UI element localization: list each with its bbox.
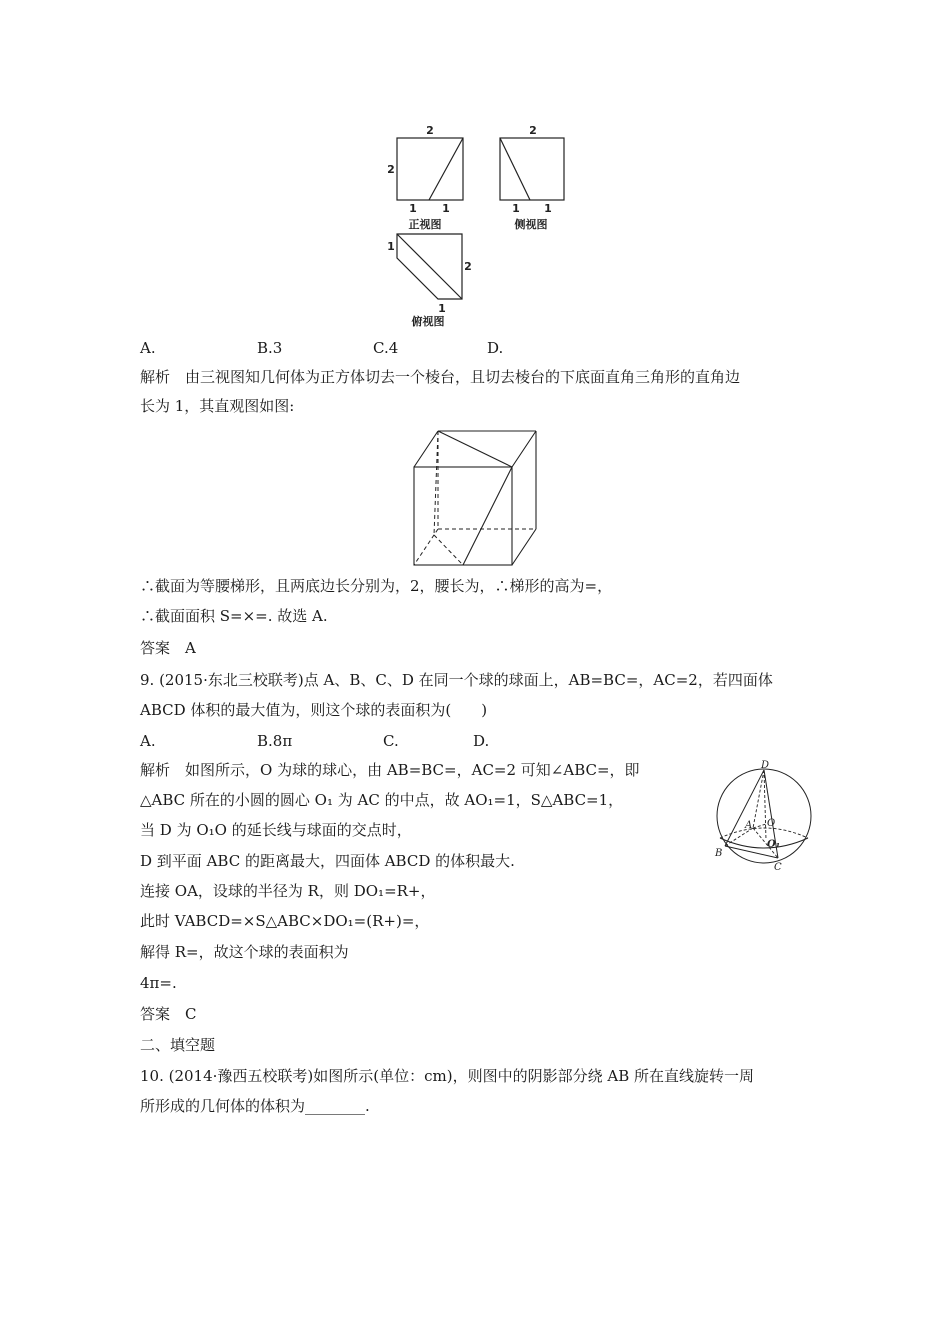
- section-title: 二、填空题: [140, 1036, 216, 1054]
- q8-line-3: ∴截面为等腰梯形，且两底边长分别为，2，腰长为，∴梯形的高为=，: [140, 577, 613, 595]
- top-left-label: 1: [387, 240, 395, 253]
- label-A: A: [745, 820, 753, 831]
- side-bottom-right-label: 1: [544, 202, 552, 215]
- edge-DA: [753, 770, 764, 828]
- edge-DB: [725, 770, 764, 846]
- sphere-figure: [708, 760, 820, 872]
- label-O1: O₁: [767, 839, 781, 850]
- cube-bottom-right-edge: [512, 529, 536, 565]
- q9-option-a: A.: [140, 732, 156, 750]
- front-view-square: [397, 138, 463, 200]
- q8-option-a: A.: [140, 339, 156, 357]
- q9-analysis-line-4: D 到平面 ABC 的距离最大，四面体 ABCD 的体积最大.: [140, 852, 515, 870]
- three-view-figure: [380, 122, 580, 330]
- q9-stem-line-2: ABCD 体积的最大值为，则这个球的表面积为( ): [140, 701, 488, 719]
- q9-answer: 答案 C: [140, 1005, 197, 1023]
- label-O: O: [767, 818, 776, 829]
- top-right-label: 2: [464, 260, 472, 273]
- cube-front-face: [414, 467, 512, 565]
- q9-analysis-line-6: 此时 VABCD=×S△ABC×DO₁=(R+)=，: [140, 912, 430, 930]
- hidden-section-edge-1: [434, 431, 438, 535]
- section-top-edge: [438, 431, 512, 467]
- sphere-outline: [717, 769, 811, 863]
- side-view-diagonal: [500, 138, 530, 200]
- q8-analysis-line-1: 解析 由三视图知几何体为正方体切去一个棱台，且切去棱台的下底面直角三角形的直角边: [140, 368, 741, 386]
- side-view-caption: 侧视图: [514, 218, 548, 231]
- side-top-label: 2: [529, 124, 537, 137]
- front-bottom-left-label: 1: [409, 202, 417, 215]
- top-view-diagonal: [397, 234, 462, 299]
- q8-answer: 答案 A: [140, 639, 196, 657]
- hidden-left-bottom: [414, 529, 438, 565]
- small-circle-front: [720, 838, 808, 848]
- front-view-diagonal: [429, 138, 463, 200]
- q9-analysis-line-2: △ABC 所在的小圆的圆心 O₁ 为 AC 的中点，故 AO₁=1，S△ABC=1，: [140, 791, 624, 809]
- front-left-label: 2: [387, 163, 395, 176]
- q9-analysis-line-8: 4π=.: [140, 974, 177, 992]
- q9-analysis-line-7: 解得 R=，故这个球的表面积为: [140, 943, 349, 961]
- top-bottom-label: 1: [438, 302, 446, 315]
- section-front-edge: [463, 467, 512, 565]
- hidden-section-edge-2: [434, 535, 463, 565]
- label-C: C: [774, 862, 782, 872]
- q8-line-4: ∴截面面积 S=×=. 故选 A.: [140, 607, 328, 625]
- q8-option-c: C.4: [373, 339, 399, 357]
- q9-analysis-line-3: 当 D 为 O₁O 的延长线与球面的交点时，: [140, 821, 412, 839]
- q9-option-c: C.: [383, 732, 399, 750]
- q8-analysis-line-2: 长为 1，其直观图如图:: [140, 397, 295, 415]
- label-B: B: [715, 848, 723, 859]
- q10-line-2: 所形成的几何体的体积为________.: [140, 1097, 370, 1115]
- q9-analysis-line-1: 解析 如图所示，O 为球的球心，由 AB=BC=，AC=2 可知∠ABC=，即: [140, 761, 640, 779]
- side-view-square: [500, 138, 564, 200]
- q9-stem-line-1: 9. (2015·东北三校联考)点 A、B、C、D 在同一个球的球面上，AB=BC=，AC=2，若四面体: [140, 671, 773, 689]
- cube-figure: [408, 425, 548, 573]
- cube-top-left-edge: [414, 431, 438, 467]
- front-top-label: 2: [426, 124, 434, 137]
- label-D: D: [761, 760, 770, 771]
- side-bottom-left-label: 1: [512, 202, 520, 215]
- front-bottom-right-label: 1: [442, 202, 450, 215]
- front-view-caption: 正视图: [408, 218, 442, 231]
- q9-option-d: D.: [473, 732, 490, 750]
- top-view-caption: 俯视图: [411, 315, 445, 328]
- q9-option-b: B.8π: [257, 732, 293, 750]
- q8-option-b: B.3: [257, 339, 283, 357]
- q9-analysis-line-5: 连接 OA，设球的半径为 R，则 DO₁=R+，: [140, 882, 436, 900]
- cube-top-right-edge: [512, 431, 536, 467]
- q10-line-1: 10. (2014·豫西五校联考)如图所示(单位：cm)，则图中的阴影部分绕 AB 所在直线旋转一周: [140, 1067, 754, 1085]
- q8-option-d: D.: [487, 339, 504, 357]
- segment-OA: [753, 824, 766, 828]
